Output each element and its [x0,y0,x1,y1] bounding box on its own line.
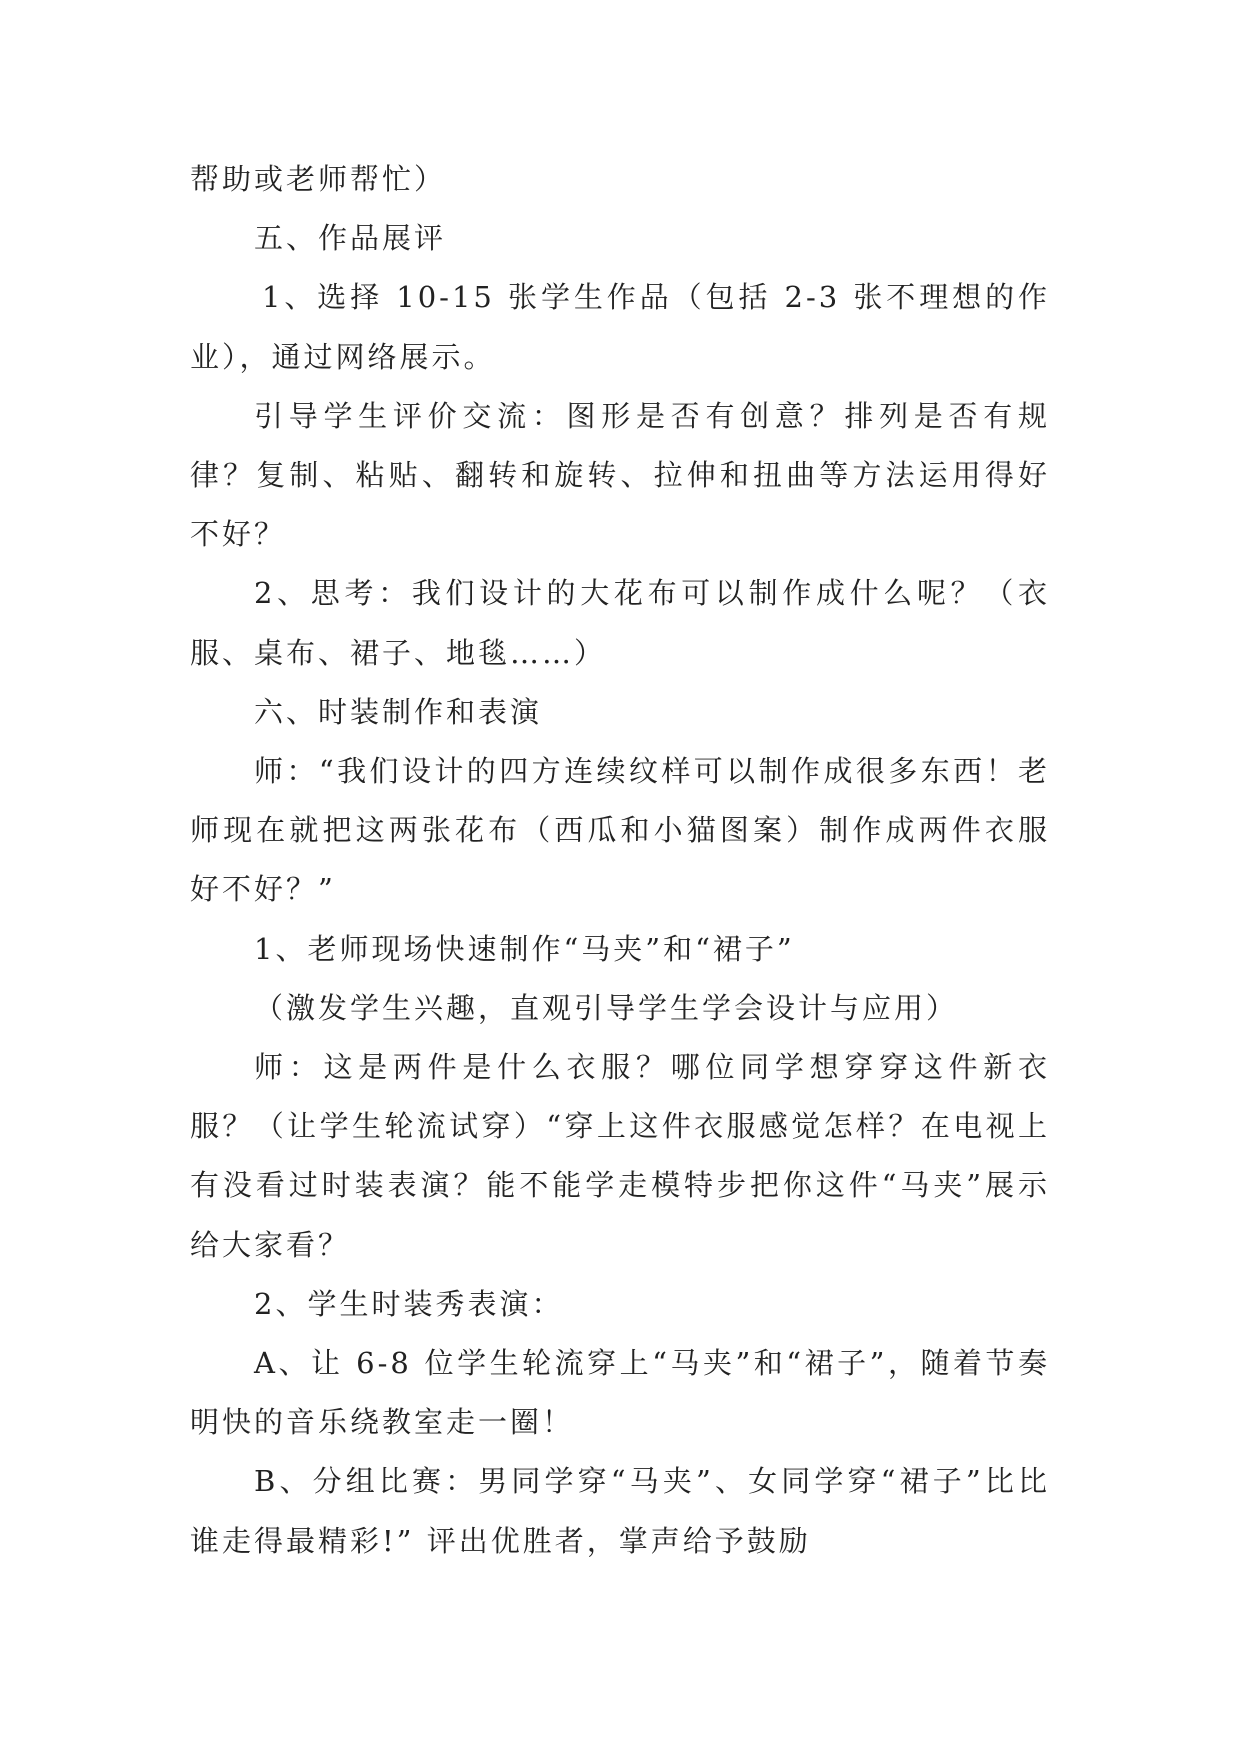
document-body [190,150,1050,1571]
paragraph-evaluation: 引导学生评价交流：图形是否有创意？排列是否有规律？复制、粘贴、翻转和旋转、拉伸和扭曲等方法运用得好不好？ [190,398,1050,552]
paragraph-teacher-intro: 师：“我们设计的四方连续纹样可以制作成很多东西！老师现在就把这两张花布（西瓜和小猫图案）制作成两件衣服好不好？” [190,754,1050,907]
paragraph-note: （激发学生兴趣，直观引导学生学会设计与应用） [254,990,959,1025]
paragraph-continuation: 帮助或老师帮忙） [190,162,447,196]
paragraph-item-2: 2、思考：我们设计的大花布可以制作成什么呢？（衣服、桌布、裙子、地毯……） [190,576,1050,670]
paragraph-teacher-question: 师：这是两件是什么衣服？哪位同学想穿穿这件新衣服？（让学生轮流试穿）“穿上这件衣服感觉怎样？在电视上有没看过时装表演？能不能学走模特步把你这件“马夹”展示给大家看？ [190,1050,1050,1262]
section-heading-6: 六、时装制作和表演 [254,694,543,729]
paragraph-item-1: 1、选择 10-15 张学生作品（包括 2-3 张不理想的作业），通过网络展示。 [190,280,1050,374]
paragraph-activity-b: B、分组比赛：男同学穿“马夹”、女同学穿“裙子”比比谁走得最精彩!” 评出优胜者，掌声给予鼓励 [190,1464,1050,1558]
paragraph-step-1: 1、老师现场快速制作“马夹”和“裙子” [254,931,795,966]
paragraph-activity-a: A、让 6-8 位学生轮流穿上“马夹”和“裙子”，随着节奏明快的音乐绕教室走一圈！ [190,1346,1050,1440]
section-heading-5: 五、作品展评 [254,221,447,256]
paragraph-step-2: 2、学生时装秀表演： [254,1286,564,1321]
